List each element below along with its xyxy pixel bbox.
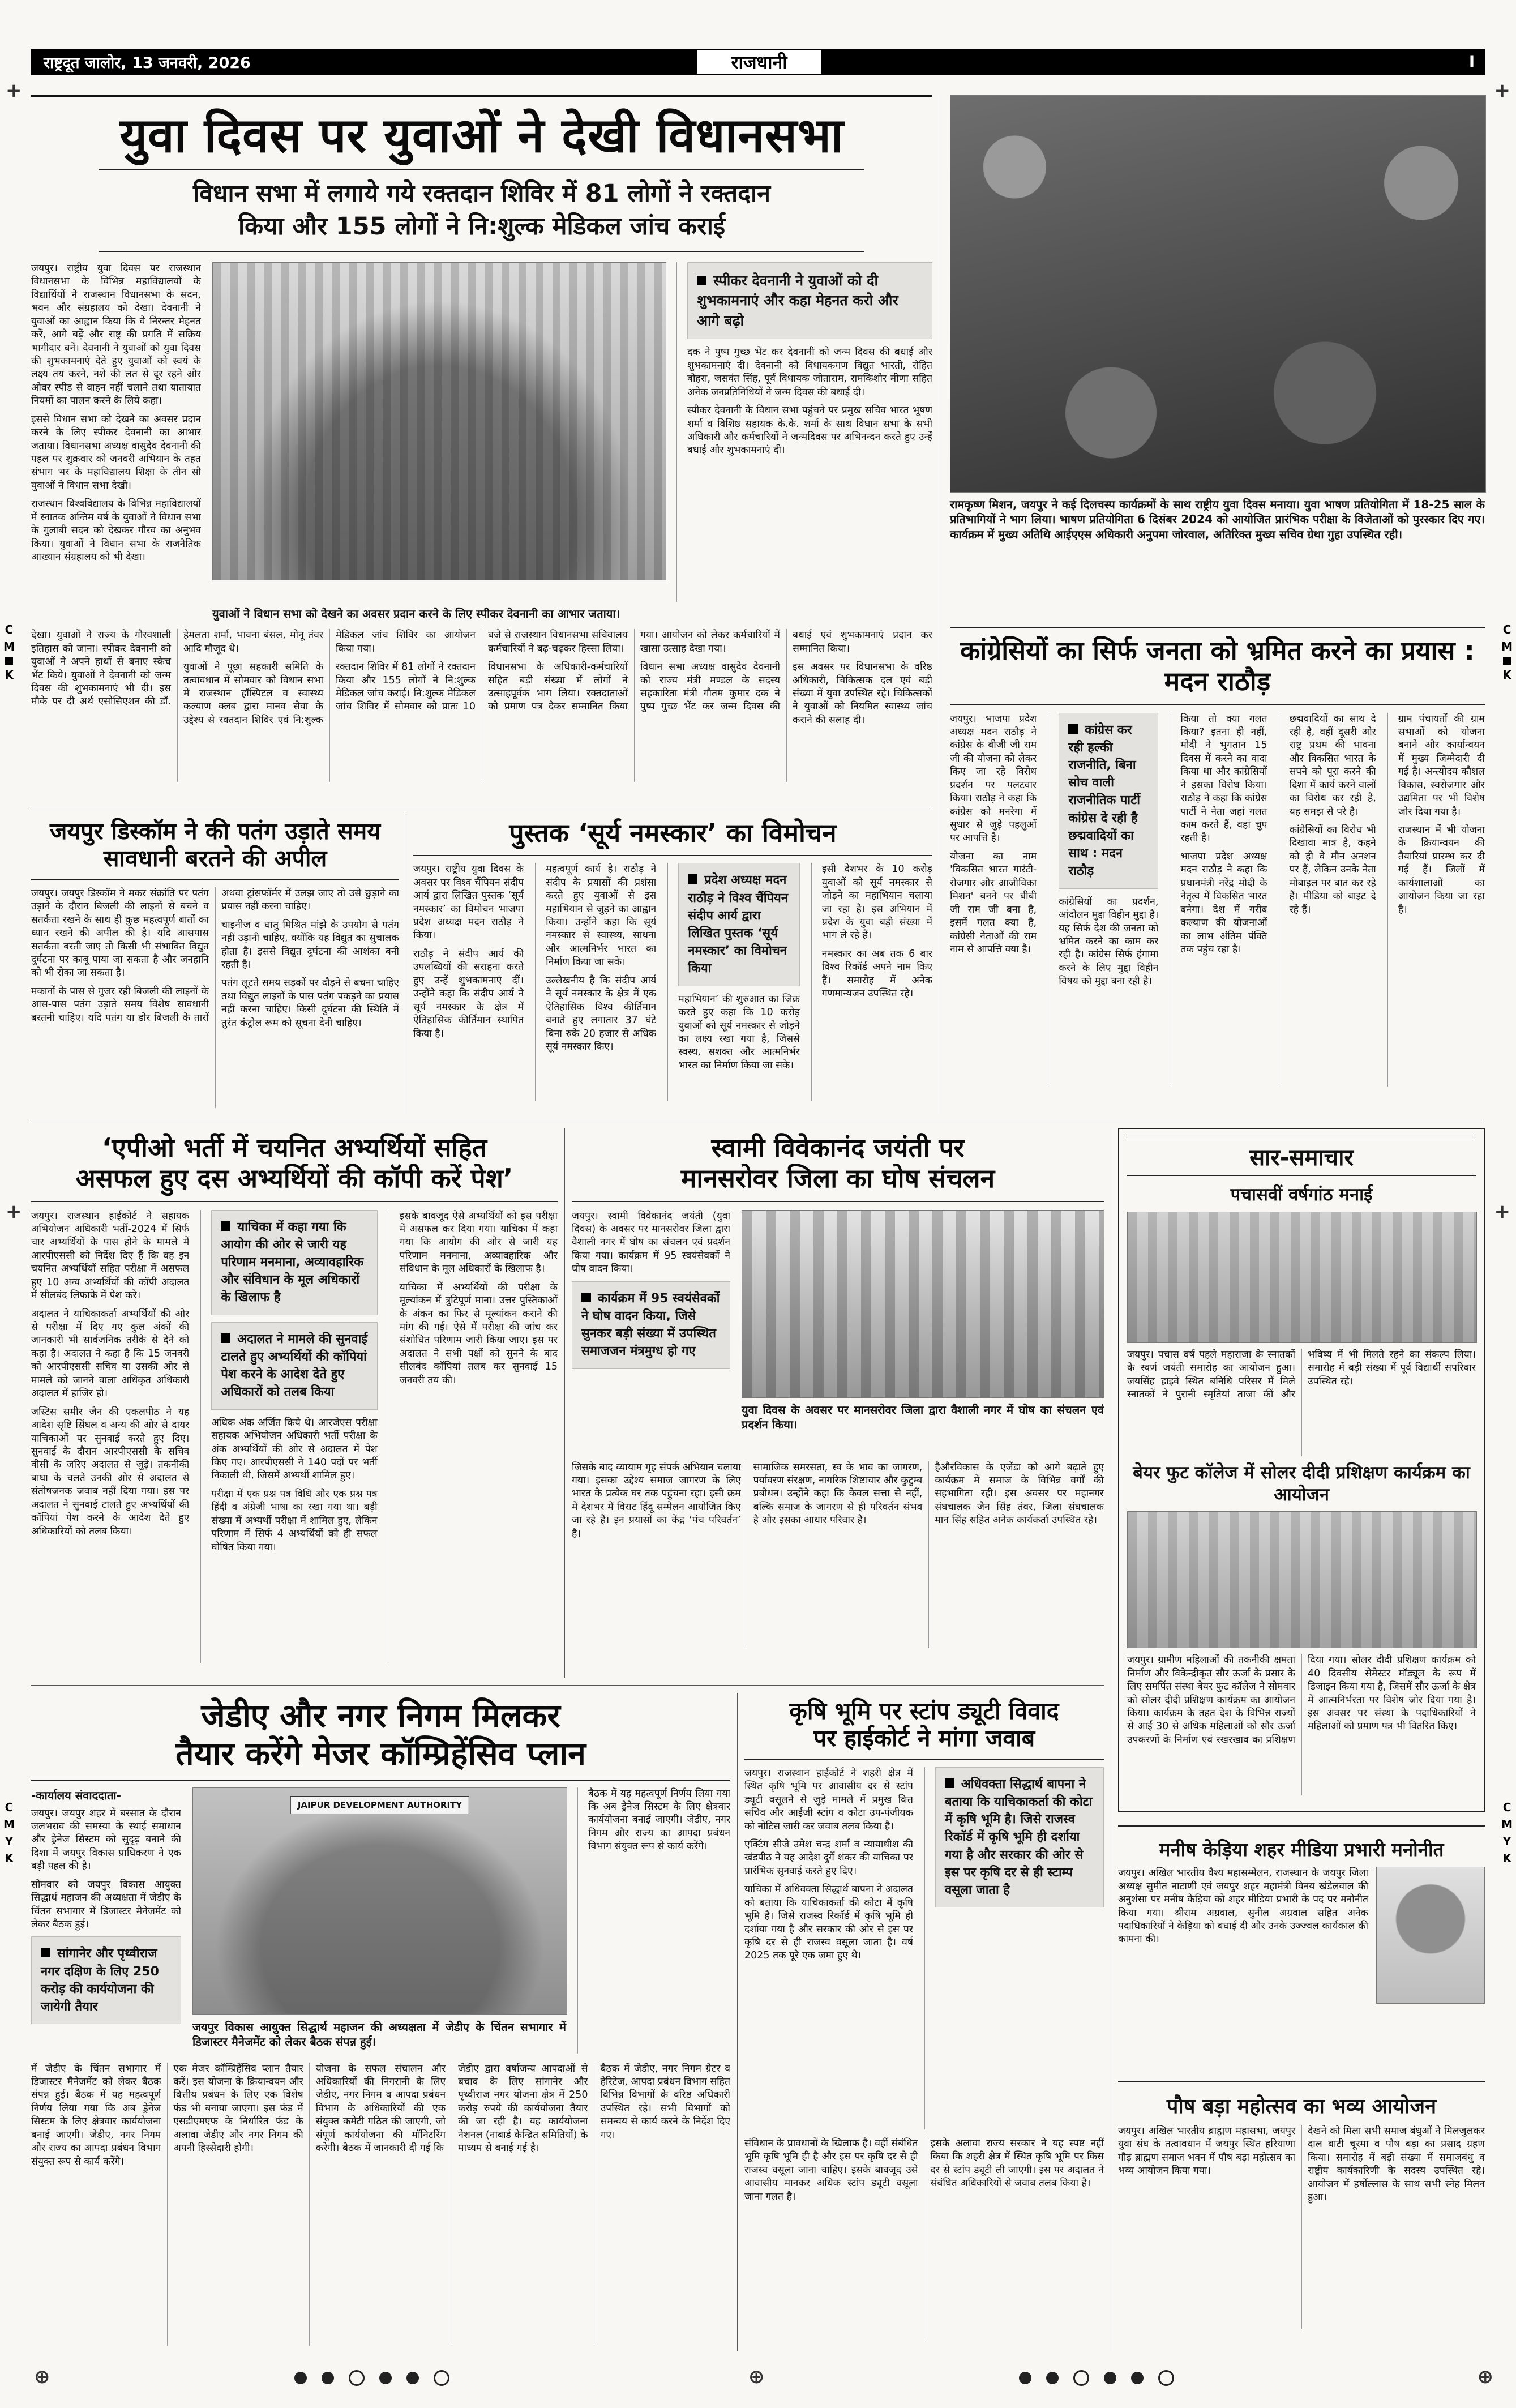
stamp-article	[744, 1693, 1104, 2351]
paush-paragraph: देखने को मिला सभी समाज बंधुओं ने मिलजुलकर दाल बाटी चूरमा व पौष बड़ा का प्रसाद ग्रहण किया। समारोह में बड़ी संख्या में समाजबंधु व राष्ट्रीय कार्यकारिणी के सदस्य उपस्थित रहे। आयोजन में हर्षोल्लास के साथ सभी स्नेह मिलन हुआ।	[1308, 2125, 1485, 2204]
congress-paragraph: कांग्रेसियों का विरोध भी दिखावा मात्र है, कहने को ही वे मौन अनशन पर हैं, लेकिन उनके नेता मोबाइल पर बात कर रहे हैं। मीडिया को बाइट दे रहे हैं।	[1289, 824, 1376, 916]
book-paragraph: महत्वपूर्ण कार्य है। राठौड़ ने संदीप के प्रयासों की प्रशंसा करते हुए युवाओं से इस महाभियान से जुड़ने का आह्वान किया। उन्होंने कहा कि सूर्य नमस्कार से स्वास्थ्य, साधना और आत्मनिर्भर भारत का निर्माण किया जा सके।	[546, 863, 657, 968]
apo-headline-2: असफल हुए दस अभ्यर्थियों की कॉपी करें पेश’	[75, 1163, 513, 1194]
lead-paragraph: इस अवसर पर विधानसभा के वरिष्ठ अधिकारी, चिकित्सक दल एवं बड़ी संख्या में युवा उपस्थित रहे। चिकित्सकों ने युवाओं को नियमित स्वास्थ्य जांच कराने की सलाह दी।	[793, 661, 932, 726]
paush-paragraph: जयपुर। अखिल भारतीय ब्राह्मण महासभा, जयपुर युवा संघ के तत्वावधान में जयपुर स्थित हरियाणा गौड़ ब्राह्मण समाज भवन में पौष बड़ा महोत्सव का भव्य आयोजन किया गया।	[1118, 2125, 1295, 2177]
kedia-title: मनीष केड़िया शहर मीडिया प्रभारी मनोनीत	[1159, 1838, 1444, 1860]
congress-paragraph: छद्मवादियों का साथ दे रही है, वहीं दूसरी ओर राष्ट्र प्रथम की भावना और विकसित भारत के सपने को पूरा करने की दिशा में कार्य करने वालों का विरोध कर रही है, यह समझ से परे है।	[1289, 713, 1376, 818]
lead-col-right	[676, 262, 932, 602]
congress-article	[950, 627, 1485, 1114]
cmyk-c: C	[1502, 1800, 1511, 1814]
congress-col	[1170, 713, 1267, 1087]
bullet-square-icon	[688, 874, 697, 884]
congress-col	[1279, 713, 1376, 1087]
lead-subheadline-1: विधान सभा में लगाये गये रक्तदान शिविर में 81 लोगों ने रक्तदान	[193, 179, 770, 208]
stamp-headline-1: कृषि भूमि पर स्टांप ड्यूटी विवाद	[789, 1697, 1059, 1725]
jda-paragraph: बैठक में यह महत्वपूर्ण निर्णय लिया गया कि अब ड्रेनेज सिस्टम के लिए क्षेत्रवार कार्ययोजना बनाई जाएगी। जेडीए, नगर निगम और राज्य का आपदा प्रबंधन विभाग संयुक्त रूप से कार्य करेंगे।	[588, 1787, 730, 1853]
apo-paragraph: इसके बावजूद ऐसे अभ्यर्थियों को इस परीक्षा में असफल कर दिया गया। याचिका में कहा गया कि आयोग की ओर से जारी यह परिणाम मनमाना, अव्यावहारिक और संविधान के मूल अधिकारों के खिलाफ है।	[399, 1210, 558, 1275]
apo-headline-1: ‘एपीओ भर्ती में चयनित अभ्यर्थियों सहित	[101, 1132, 487, 1163]
column-divider	[564, 1128, 565, 1678]
cmyk-m: M	[3, 1817, 15, 1831]
ghosh-photo	[742, 1210, 1104, 1398]
stamp-highlight-box	[935, 1767, 1104, 1908]
dot-icon	[1019, 2372, 1031, 2384]
cmyk-c: C	[5, 1800, 14, 1814]
saar-item1-photo	[1127, 1212, 1477, 1343]
congress-paragraph: राजस्थान में भी योजना के क्रियान्वयन की तैयारियां प्रारम्भ कर दी गई हैं। जिलों में कार्यशालाओं का आयोजन किया जा रहा है।	[1398, 824, 1485, 916]
headline-rule	[31, 95, 932, 97]
bullet-square-icon	[41, 1948, 50, 1957]
ghosh-headline-2: मानसरोवर जिला का घोष संचलन	[680, 1163, 995, 1194]
discom-headline: जयपुर डिस्कॉम ने की पतंग उड़ाते समय सावधानी बरतने की अपील	[49, 818, 381, 872]
saar-samachar-box	[1118, 1128, 1485, 1812]
dot-icon	[322, 2372, 334, 2384]
bullet-square-icon	[221, 1333, 230, 1343]
jda-photo-sign: JAIPUR DEVELOPMENT AUTHORITY	[290, 1796, 469, 1814]
congress-paragraph: किया तो क्या गलत किया? इतना ही नहीं, मोदी ने भुगतान 15 दिवस में करने का वादा किया था और कांग्रेसियों ने इसका विरोध किया। राठौड़ ने कहा कि कांग्रेस पार्टी ने नेता जहां गलत काम करते हैं, वहां चुप रहती है।	[1180, 713, 1267, 844]
jda-paragraph: जयपुर। जयपुर शहर में बरसात के दौरान जलभराव की समस्या के स्थाई समाधान और ड्रेनेज सिस्टम को सुदृढ़ बनाने की दिशा में जयपुर विकास प्राधिकरण ने एक बड़ी पहल की है।	[31, 1807, 181, 1872]
congress-col	[950, 713, 1037, 1087]
stamp-col	[744, 1767, 913, 2129]
apo-highlight-text-1: याचिका में कहा गया कि आयोग की ओर से जारी यह परिणाम मनमाना, अव्यावहारिक और संविधान के मूल अधिकारों के खिलाफ है	[221, 1220, 364, 1305]
apo-col	[389, 1210, 558, 1663]
congress-col	[1048, 713, 1158, 1087]
lead-paragraph: रक्तदान शिविर में 81 लोगों ने रक्तदान किया और 155 लोगों ने नि:शुल्क मेडिकल जांच कराई। नि:शुल्क मेडिकल जांच शिविर में सोमवार को प्रातः 10 बजे से राजस्थान विधानसभा सचिवालय कर्मचारियों ने बढ़-चढ़कर हिस्सा लिया।	[336, 630, 628, 713]
ghosh-headline-1: स्वामी विवेकानंद जयंती पर	[711, 1132, 965, 1163]
apo-paragraph: जस्टिस समीर जैन की एकलपीठ ने यह आदेश सृष्टि सिंघल व अन्य की ओर से दायर याचिकाओं पर सुनवाई करते हुए दिए। सुनवाई के दौरान आरपीएससी के सचिव वीसी के जरिए अदालत से जुड़े। तकनीकी बाधा के चलते उनकी ओर से अदालत से संतोषजनक जवाब नहीं दिया गया। इस पर अदालत ने सुनवाई टालते हुए अभ्यर्थियों की कॉपियां पेश करने के आदेश देते हुए अधिकारियों को तलब किया।	[31, 1406, 190, 1537]
cmyk-m: M	[3, 640, 15, 653]
lead-paragraph: विधानसभा के अधिकारी-कर्मचारियों सहित बड़ी संख्या में लोगों ने उत्साहपूर्वक भाग लिया। रक्तदाताओं को प्रमाण पत्र देकर सम्मानित किया गया। आयोजन को लेकर कर्मचारियों में खासा उत्साह देखा गया।	[488, 630, 780, 713]
lead-paragraph: राजस्थान विश्वविद्यालय के विभिन्न महाविद्यालयों में स्नातक अन्तिम वर्ष के युवाओं ने विधान सभा के गुलाबी सदन को देखकर गौरव का अनुभव किया। युवाओं ने विधान सभा के राजनैतिक आख्यान संग्रहालय को भी देखा।	[31, 498, 201, 563]
jda-paragraph: योजना के सफल संचालन और अधिकारियों की निगरानी के लिए जेडीए, नगर निगम व आपदा प्रबंधन विभाग के अधिकारियों की एक संयुक्त कमेटी गठित की जाएगी, जो संपूर्ण कार्ययोजना की मॉनिटरिंग करेगी। बैठक में जानकारी दी गई कि	[315, 2063, 446, 2154]
congress-paragraph: जयपुर। भाजपा प्रदेश अध्यक्ष मदन राठौड़ ने कांग्रेस के बीजी जी राम जी की योजना को लेकर किए जा रहे विरोध प्रदर्शन पर पलटवार किया। राठौड़ ने कहा कि कांग्रेस को मनरेगा में सुधार से जुड़े पहलुओं पर आपत्ति है।	[950, 713, 1037, 844]
register-plus-icon: +	[1494, 1200, 1510, 1223]
dot-icon	[379, 2372, 392, 2384]
lead-photo	[212, 262, 666, 580]
cmyk-m: M	[1501, 1817, 1513, 1831]
stamp-paragraph: याचिका में अधिवक्ता सिद्धार्थ बापना ने अदालत को बताया कि याचिकाकर्ता की कोटा में कृषि भूमि है। जिसे राजस्व रिकॉर्ड में कृषि भूमि ही दर्शाया गया है और सरकार की ओर से इस पर कृषि दर से ही राजस्व वसूला जाता है। वर्ष 2025 तक पूरे एक जमा हुए थे।	[744, 1884, 913, 1962]
jda-bottom-columns	[31, 2063, 730, 2346]
cmyk-chip-icon	[1503, 657, 1511, 665]
cmyk-k: K	[5, 668, 14, 682]
kedia-portrait-photo	[1376, 1867, 1485, 2004]
discom-paragraph: पतंग लूटते समय सड़कों पर दौड़ने से बचना चाहिए तथा विद्युत लाइनों के पास पतंग पकड़ने का प्रयास नहीं करना चाहिए। किसी दुर्घटना की स्थिति में तुरंत कंट्रोल रूम को सूचना देनी चाहिए।	[221, 977, 399, 1029]
dot-hollow-icon	[349, 2370, 365, 2386]
apo-paragraph: अधिक अंक अर्जित किये थे। आरजेएस परीक्षा सहायक अभियोजन अधिकारी भर्ती परीक्षा के अंक अभ्यर्थियों की ओर से अदालत में पेश किए गए। आरपीएससी ने 140 पदों पर भर्ती निकाली थी, जिसमें अभ्यर्थी शामिल हुए।	[211, 1417, 378, 1482]
lead-paragraph: स्पीकर देवनानी के विधान सभा पहुंचने पर प्रमुख सचिव भारत भूषण शर्मा व विशिष्ठ सहायक के.के. शर्मा के साथ विधान सभा के सभी अधिकारी और कर्मचारियों ने जन्मदिवस पर अभिनन्दन करते हुए उन्हें बधाई और शुभकामनाएं दी।	[687, 405, 932, 456]
apo-col	[31, 1210, 189, 1663]
ghosh-article	[572, 1128, 1104, 1678]
saar-item1-body-wrap	[1127, 1349, 1476, 1456]
congress-paragraph: भाजपा प्रदेश अध्यक्ष मदन राठौड़ ने कहा कि प्रधानमंत्री नरेंद्र मोदी के नेतृत्व में विकसित भारत बनेगा। देश में गरीब कल्याण की योजनाओं का लाभ अंतिम पंक्ति तक पहुंच रहा है।	[1180, 850, 1267, 955]
lead-paragraph: इससे विधान सभा को देखने का अवसर प्रदान करने के लिए स्पीकर देवनानी का आभार जताया। विधानसभा अध्यक्ष वासुदेव देवनानी की पहल पर शुक्रवार को जनवरी अभियान के तहत संभाग भर के महाविद्यालय शिक्षा के तीन सौ युवाओं ने विधान सभा देखी।	[31, 413, 201, 491]
apo-paragraph: याचिका में अभ्यर्थियों की परीक्षा के मूल्यांकन में त्रुटिपूर्ण माना। उत्तर पुस्तिकाओं के अंकन का फिर से मूल्यांकन कराने की मांग की गई। ऐसे में परीक्षा की जांच कर संशोधित परिणाम जारी किया जाए। इस पर अदालत ने सभी पक्षों को सुनने के बाद सीलबंद कॉपियां तलब कर सुनवाई 15 जनवरी तय की।	[399, 1281, 558, 1386]
stamp-highlight-text: अधिवक्ता सिद्धार्थ बापना ने बताया कि याचिकाकर्ता की कोटा में कृषि भूमि है। जिसे राजस्व रिकॉर्ड में कृषि भूमि ही दर्शाया गया है और सरकार की ओर से इस पर कृषि दर से ही स्टाम्प वसूला जाता है	[945, 1777, 1093, 1898]
discom-paragraph: मकानों के पास से गुजर रही बिजली की लाइनों के आस-पास पतंग उड़ाते समय विशेष सावधानी बरतनी चाहिए। यदि पतंग या डोर बिजली के तारों अथवा ट्रांसफॉर्मर में उलझ जाए तो उसे छुड़ाने का प्रयास नहीं करना चाहिए।	[31, 887, 399, 1024]
register-crosshair-icon: ⊕	[1477, 2366, 1493, 2388]
stamp-paragraph: इसके अलावा राज्य सरकार ने यह स्पष्ट नहीं किया कि शहरी क्षेत्र में स्थित कृषि भूमि पर किस दर से स्टांप ड्यूटी ली जाएगी। इस पर अदालत ने संबंधित अधिकारियों से जवाब तलब किया है।	[930, 2137, 1104, 2189]
jda-paragraph: जेडीए द्वारा वर्षाजन्य आपदाओं से बचाव के लिए सांगानेर और पृथ्वीराज नगर योजना क्षेत्र में 250 करोड़ रुपये की कार्ययोजना तैयार की जा रही है। यह कार्ययोजना नेशनल (नाबार्ड केन्द्रित समितियों) के माध्यम से बनाई गई है।	[458, 2063, 588, 2154]
ghosh-paragraph: जिसके बाद व्यायाम गृह संपर्क अभियान चलाया गया। इसका उद्देश्य समाज जागरण के लिए भारत के प्रत्येक घर तक पहुंचना रहा। इसी क्रम में देशभर में विराट हिंदू सम्मेलन आयोजित किए जा रहे हैं। इन प्रयासों का केंद्र ‘पंच परिवर्तन’ है।	[572, 1461, 741, 1539]
dot-hollow-icon	[1073, 2370, 1089, 2386]
book-headline: पुस्तक ‘सूर्य नमस्कार’ का विमोचन	[509, 818, 837, 848]
lead-subheadline-2: किया और 155 लोगों ने नि:शुल्क मेडिकल जांच कराई	[238, 212, 725, 241]
stamp-col	[924, 1767, 1104, 2129]
apo-highlight-box-2	[211, 1322, 377, 1410]
saar-item2-title: बेयर फुट कॉलेज में सोलर दीदी प्रशिक्षण कार्यक्रम का आयोजन	[1133, 1462, 1470, 1505]
jda-paragraph: एक मेजर कॉम्प्रिहेंसिव प्लान तैयार करें। इस योजना के क्रियान्वयन और वित्तीय प्रबंधन के लिए एक विशेष फंड भी बनाया जाएगा। इस फंड में एसडीएमएफ के निर्धारित फंड के अलावा जेडीए और नगर निगम की अपनी हिस्सेदारी होगी।	[173, 2063, 303, 2154]
discom-body	[31, 887, 399, 1108]
bullet-square-icon	[581, 1293, 591, 1302]
lead-headline: युवा दिवस पर युवाओं ने देखी विधानसभा	[119, 108, 844, 163]
paush-body-wrap	[1118, 2125, 1485, 2329]
discom-article	[31, 814, 399, 1114]
lead-paragraph: जयपुर। राष्ट्रीय युवा दिवस पर राजस्थान विधानसभा के विभिन्न महाविद्यालयों के विद्यार्थियों ने राजस्थान विधानसभा के सदन, भवन और संग्रहालय को देखा। देवनानी ने युवाओं का आह्वान किया कि वे निरन्तर मेहनत करें, आगे बढ़ें और राष्ट्र की प्रगति में सक्रिय भागीदार बनें। देवनानी ने युवाओं को युवा दिवस की शुभकामनाएं देते हुए युवाओं को स्वयं के लक्ष्य तय करने, नशे की लत से दूर रहने और ओवर स्पीड से वाहन नहीं चलाने तथा यातायात नियमों का पालन करने के लिये कहा।	[31, 262, 201, 407]
event-photo	[950, 95, 1486, 493]
event-photo-block	[950, 95, 1485, 542]
jda-headline-1: जेडीए और नगर निगम मिलकर	[201, 1697, 560, 1735]
book-col	[535, 863, 656, 1101]
book-paragraph: महाभियान’ की शुरुआत का जिक्र करते हुए कहा कि 10 करोड़ युवाओं को सूर्य नमस्कार से जोड़ने का लक्ष्य रखा गया है, जिससे स्वस्थ, सशक्त और आत्मनिर्भर भारत का निर्माण किया जा सके।	[678, 993, 800, 1071]
jda-highlight-box	[31, 1936, 181, 2024]
book-paragraph: जयपुर। राष्ट्रीय युवा दिवस के अवसर पर विश्व चैंपियन संदीप आर्य द्वारा लिखित पुस्तक ‘सूर्य नमस्कार’ का विमोचन भाजपा प्रदेश अध्यक्ष मदन राठौड़ ने किया।	[413, 863, 524, 942]
book-paragraph: उल्लेखनीय है कि संदीप आर्य ने सूर्य नमस्कार के क्षेत्र में एक ऐतिहासिक विश्व कीर्तिमान बनाते हुए लगातार 37 घंटे बिना रुके 20 हजार से अधिक सूर्य नमस्कार किए।	[546, 974, 657, 1053]
stamp-headline-2: पर हाईकोर्ट ने मांगा जवाब	[813, 1725, 1035, 1752]
lead-highlight-box	[687, 262, 932, 340]
saar-item2-photo	[1127, 1511, 1477, 1648]
jda-photo-caption: जयपुर विकास आयुक्त सिद्धार्थ महाजन की अध्यक्षता में जेडीए के चिंतन सभागार में डिजास्टर मैनेजमेंट को लेकर बैठक संपन्न हुई।	[192, 2020, 566, 2048]
book-highlight-text: प्रदेश अध्यक्ष मदन राठौड़ ने विश्व चैंपियन संदीप आर्य द्वारा लिखित पुस्तक ‘सूर्य नमस्कार’ का विमोचन किया	[688, 873, 789, 976]
jda-left-col	[31, 1787, 181, 2054]
lead-bottom-columns	[31, 629, 932, 782]
kedia-body: जयपुर। अखिल भारतीय वैश्य महासम्मेलन, राजस्थान के जयपुर जिला अध्यक्ष सुमीत नाटाणी एवं जयपुर शहर महामंत्री विनय खंडेलवाल की अनुशंसा पर मनीष केड़िया को शहर मीडिया प्रभारी के पद पर मनोनीत किया गया। श्रीराम अग्रवाल, सुनील अग्रवाल सहित अनेक पदाधिकारियों ने केड़िया को बधाई दी और उनके उज्ज्वल कार्यकाल की कामना की।	[1118, 1867, 1368, 1945]
lead-paragraph: युवाओं ने पूछा सहकारी समिति के तत्वावधान में सोमवार को विधान सभा में राजस्थान हॉस्पिटल व स्वास्थ्य कल्याण क्लब द्वारा मानव सेवा के उद्देश्य से रक्तदान शिविर एवं नि:शुल्क मेडिकल जांच शिविर का आयोजन किया गया।	[183, 630, 476, 726]
book-col	[413, 863, 524, 1101]
cmyk-mark	[3, 623, 15, 682]
cmyk-mark	[3, 1800, 15, 1865]
stamp-bottom-columns	[744, 2137, 1104, 2341]
discom-paragraph: चाइनीज व धातु मिश्रित मांझे के उपयोग से पतंग नहीं उड़ानी चाहिए, क्योंकि यह विद्युत का सुचालक होता है। इससे विद्युत दुर्घटना की आशंका बनी रहती है।	[221, 919, 399, 970]
event-photo-caption: रामकृष्ण मिशन, जयपुर ने कई दिलचस्प कार्यक्रमों के साथ राष्ट्रीय युवा दिवस मनाया। युवा भाषण प्रतियोगिता में 18-25 साल के प्रतिभागियों ने भाग लिया। भाषण प्रतियोगिता 6 दिसंबर 2024 को आयोजित प्रारंभिक परीक्षा के विजेताओं को पुरस्कार दिए गए। कार्यक्रम में मुख्य अतिथि आईएएस अधिकारी अनुपमा जोरवाल, अतिरिक्त मुख्य सचिव ग्रेथा गुहा उपस्थित रही।	[950, 498, 1485, 541]
apo-paragraph: अदालत ने याचिकाकर्ता अभ्यर्थियों की ओर से परीक्षा में दिए गए कुल अंकों की जानकारी भी सार्वजनिक तरीके से देने को कहा है। अदालत ने कहा है कि 15 जनवरी को आरपीएससी सचिव या उसकी ओर से मामले को जानने वाला अधिकृत अधिकारी अदालत में हाजिर हो।	[31, 1308, 190, 1400]
lead-col-left	[31, 262, 201, 602]
lead-paragraph: दक ने पुष्प गुच्छ भेंट कर देवनानी को जन्म दिवस की बधाई और शुभकामनाएं दी। देवनानी को विधायकगण विद्युत भारती, रोहित बोहरा, जसवंत सिंह, पूर्व विधायक जोताराम, रामकिशोर मीणा सहित अनेक जनप्रतिनिधियों ने जन्म दिवस की बधाई दी।	[687, 347, 932, 398]
cmyk-c: C	[1502, 623, 1511, 636]
apo-highlight-box-1	[211, 1210, 377, 1315]
lead-highlight-text: स्पीकर देवनानी ने युवाओं को दी शुभकामनाएं और कहा मेहनत करो और आगे बढ़ो	[697, 272, 898, 329]
paush-title: पौष बड़ा महोत्सव का भव्य आयोजन	[1166, 2095, 1437, 2118]
lead-paragraph: विधान सभा अध्यक्ष वासुदेव देवनानी को राज्य मंत्री मण्डल के सदस्य सहकारिता मंत्री गौतम कुमार दक ने पुष्प गुच्छ भेंट कर जन्म दिवस की बधाई एवं शुभकामनाएं प्रदान कर सम्मानित किया।	[640, 630, 932, 713]
dot-icon	[294, 2372, 307, 2384]
dot-icon	[1131, 2372, 1144, 2384]
cmyk-k: K	[1502, 668, 1511, 682]
paush-article	[1118, 2081, 1485, 2354]
register-plus-icon: +	[1494, 79, 1510, 102]
cmyk-y: Y	[1502, 1834, 1511, 1848]
apo-paragraph: जयपुर। राजस्थान हाईकोर्ट ने सहायक अभियोजन अधिकारी भर्ती-2024 में सिर्फ चार अभ्यर्थियों के पास होने के मामले में आरपीएससी को निर्देश दिए हैं कि वह इन चयनित अभ्यर्थियों सहित परीक्षा में असफल हुए 10 अन्य अभ्यर्थियों की कॉपी अदालत में सीलबंद लिफाफे में पेश करे।	[31, 1210, 190, 1302]
cmyk-m: M	[1501, 640, 1513, 653]
congress-highlight-text: कांग्रेस कर रही हल्की राजनीति, बिना सोच वाली राजनीतिक पार्टी कांग्रेस दे रही है छद्मवादियों का साथ : मदन राठौड़	[1068, 722, 1140, 879]
congress-paragraph: ग्राम पंचायतों की ग्राम सभाओं को योजना बनाने और कार्यान्वयन में मुख्य जिम्मेदारी दी गई है। अन्त्योदय कौशल विकास, स्वरोजगार और उद्यमिता पर भी विशेष जोर दिया गया है।	[1398, 713, 1485, 818]
ghosh-paragraph: सामाजिक समरसता, स्व के भाव का जागरण, पर्यावरण संरक्षण, नागरिक शिष्टाचार और कुटुम्ब प्रबोधन। उन्होंने कहा कि केवल सत्ता से नहीं, बल्कि समाज के जागरण से ही परिवर्तन संभव है और इसका आधार परिवार है।	[753, 1461, 923, 1526]
saar-item1-title: पचासवीं वर्षगांठ मनाई	[1230, 1184, 1373, 1205]
ghosh-highlight-text: कार्यक्रम में 95 स्वयंसेवकों ने घोष वादन किया, जिसे सुनकर बड़ी संख्या में उपस्थित समाजजन मंत्रमुग्ध हो गए	[581, 1291, 720, 1359]
congress-paragraph: कांग्रेसियों का प्रदर्शन, आंदोलन मुद्दा विहीन मुद्दा है। यह सिर्फ देश की जनता को भ्रमित करने का काम कर रही है। कांग्रेस सिर्फ हंगामा करने के लिए मुद्दा विहीन विषय को मुद्दा बना रही है।	[1059, 896, 1159, 987]
bullet-square-icon	[945, 1778, 954, 1788]
stamp-paragraph: जयपुर। राजस्थान हाईकोर्ट ने शहरी क्षेत्र में स्थित कृषि भूमि पर आवासीय दर से स्टांप ड्यूटी वसूलने से जुड़े मामले में प्रमुख वित्त सचिव और आईजी स्टांप व कोटा उप-पंजीयक को नोटिस जारी कर जवाब तलब किया है।	[744, 1767, 913, 1832]
book-article	[413, 814, 932, 1114]
book-col	[811, 863, 932, 1101]
dot-icon	[1104, 2372, 1116, 2384]
masthead-date: राष्ट्रदूत जालोर, 13 जनवरी, 2026	[31, 49, 696, 75]
apo-article	[31, 1128, 558, 1678]
cmyk-mark	[1501, 1800, 1513, 1865]
congress-headline: कांग्रेसियों का सिर्फ जनता को भ्रमित करने का प्रयास : मदन राठौड़	[960, 635, 1475, 697]
book-paragraph: नमस्कार का अब तक 6 बार विश्व रिकॉर्ड अपने नाम किए हैं। समारोह में अनेक गणमान्यजन उपस्थित रहे।	[821, 948, 932, 1000]
book-highlight-box	[678, 863, 800, 986]
jda-right-col	[577, 1787, 730, 2054]
kedia-article	[1118, 1825, 1485, 2076]
register-crosshair-icon: ⊕	[748, 2366, 765, 2388]
cmyk-k: K	[1502, 1851, 1511, 1865]
masthead-page-number: I	[823, 49, 1485, 75]
jda-paragraph: में जेडीए के चिंतन सभागार में डिजास्टर मैनेजमेंट को लेकर बैठक संपन्न हुई। बैठक में यह महत्वपूर्ण निर्णय लिया गया कि अब ड्रेनेज सिस्टम के लिए क्षेत्रवार कार्ययोजना बनाई जाएगी। जेडीए, नगर निगम और राज्य का आपदा प्रबंधन विभाग संयुक्त रूप से कार्य करेंगे।	[31, 2063, 161, 2167]
discom-paragraph: जयपुर। जयपुर डिस्कॉम ने मकर संक्रांति पर पतंग उड़ाने के दौरान बिजली की लाइनों से बचने व सतर्कता रखने के साथ ही कुछ महत्वपूर्ण बातों का ध्यान रखने की अपील की है। यदि आसपास सतर्कता बरती जाए तो किसी भी संभावित विद्युत दुर्घटना पर काबू पाया जा सकता है और जनहानि को भी रोका जा सकता है।	[31, 887, 209, 979]
jda-paragraph: बैठक में जेडीए, नगर निगम ग्रेटर व हेरिटेज, आपदा प्रबंधन विभाग सहित विभिन्न विभागों के वरिष्ठ अधिकारी उपस्थित रहे। सभी विभागों को समन्वय से कार्य करने के निर्देश दिए गए।	[600, 2063, 730, 2141]
book-paragraph: राठौड़ ने संदीप आर्य की उपलब्धियों की सराहना करते हुए उन्हें शुभकामनाएं दीं। उन्होंने कहा कि संदीप आर्य ने सूर्य नमस्कार के क्षेत्र में ऐतिहासिक कीर्तिमान स्थापित किया है।	[413, 948, 524, 1040]
jda-highlight-text: सांगानेर और पृथ्वीराज नगर दक्षिण के लिए 250 करोड़ की कार्ययोजना की जायेगी तैयार	[41, 1947, 159, 2014]
registration-dots	[1019, 2370, 1174, 2386]
apo-highlight-text-2: अदालत ने मामले की सुनवाई टालते हुए अभ्यर्थियों की कॉपियां पेश करने के आदेश देते हुए अधिकारों को तलब किया	[221, 1332, 368, 1400]
jda-byline: -कार्यालय संवाददाता-	[31, 1788, 121, 1802]
section-divider	[31, 1685, 1104, 1686]
lead-photo-caption: युवाओं ने विधान सभा को देखने का अवसर प्रदान करने के लिए स्पीकर देवनानी का आभार जताया।	[212, 606, 620, 621]
column-divider	[737, 1693, 738, 2351]
ghosh-photo-caption: युवा दिवस के अवसर पर मानसरोवर जिला द्वारा वैशाली नगर में घोष का संचलन एवं प्रदर्शन किया।	[742, 1402, 1104, 1431]
jda-headline-2: तैयार करेंगे मेजर कॉम्प्रिहेंसिव प्लान	[175, 1735, 586, 1773]
apo-col	[200, 1210, 377, 1663]
masthead-section-title: राजधानी	[696, 49, 822, 75]
right-news-column	[1118, 1128, 1485, 2351]
register-plus-icon: +	[6, 79, 22, 102]
ghosh-paragraph: जयपुर। स्वामी विवेकानंद जयंती (युवा दिवस) के अवसर पर मानसरोवर जिला द्वारा वैशाली नगर में घोष का संचलन एवं प्रदर्शन किया गया। कार्यक्रम में 95 स्वयंसेवकों ने घोष वादन किया।	[572, 1210, 730, 1275]
dot-hollow-icon	[1158, 2370, 1174, 2386]
dot-icon	[1046, 2372, 1059, 2384]
cmyk-c: C	[5, 623, 14, 636]
jda-meeting-photo	[192, 1787, 567, 2015]
stamp-paragraph: संविधान के प्रावधानों के खिलाफ है। वहीं संबंधित भूमि कृषि भूमि ही है और इस पर कृषि दर से ही राजस्व वसूला जाना चाहिए। इसके बावजूद उसे आवासीय मानकर अधिक स्टांप ड्यूटी वसूला जाना गलत है।	[744, 2137, 918, 2202]
book-paragraph: इसी देशभर के 10 करोड़ युवाओं को सूर्य नमस्कार से जोड़ने का महाभियान चलाया जा रहा है। इस अभियान में प्रदेश के युवा बड़ी संख्या में भाग ले रहे हैं।	[821, 863, 932, 942]
congress-col	[1387, 713, 1485, 1087]
register-plus-icon: +	[6, 1200, 22, 1223]
stamp-paragraph: एक्टिंग सीजे उमेश चन्द्र शर्मा व न्यायाधीश की खंडपीठ ने यह आदेश दुर्गे शंकर की याचिका पर प्रारंभिक सुनवाई करते हुए दिए।	[744, 1838, 913, 1877]
dot-icon	[406, 2372, 419, 2384]
lead-paragraph: देखा। युवाओं ने राज्य के गौरवशाली इतिहास को जाना। स्पीकर देवनानी को युवाओं ने अपने हाथों से बनाए स्केच भेंट किये। युवाओं ने देवनानी को जन्म दिवस की शुभकामनाएं भी दी। इस मौके पर दी अर्थ एसोसिएशन की डॉ. हेमलता शर्मा, भावना बंसल, मोनू तंवर आदि मौजूद थे।	[31, 630, 323, 708]
ghosh-intro-col	[572, 1210, 730, 1453]
masthead	[31, 49, 1485, 75]
apo-paragraph: परीक्षा में एक प्रश्न पत्र विधि और एक प्रश्न पत्र हिंदी व अंग्रेजी भाषा का रखा गया था। बड़ी संख्या में अभ्यर्थी परीक्षा में शामिल हुए, लेकिन परिणाम में सिर्फ 4 अभ्यर्थियों को ही सफल घोषित किया गया।	[211, 1488, 378, 1553]
ghosh-highlight-box	[572, 1281, 730, 1369]
ghosh-bottom-columns	[572, 1461, 1104, 1648]
registration-dots	[294, 2370, 449, 2386]
dot-hollow-icon	[434, 2370, 449, 2386]
bullet-square-icon	[697, 276, 706, 285]
cmyk-mark	[1501, 623, 1513, 682]
jda-article	[31, 1693, 730, 2351]
bullet-square-icon	[1068, 724, 1078, 734]
cmyk-y: Y	[5, 1834, 14, 1848]
ghosh-paragraph: हैऔरविकास के एजेंडा को आगे बढ़ाते हुए कार्यक्रम में समाज के विभिन्न वर्गों की सहभागिता रही। इस अवसर पर महानगर संघचालक जैन सिंह तंवर, जिला संघचालक मान सिंह सहित अनेक कार्यकर्ता उपस्थित रहे।	[935, 1461, 1104, 1526]
congress-paragraph: योजना का नाम 'विकसित भारत गारंटी- रोजगार और आजीविका मिशन' बनने पर बीबी जी राम जी बना है, इसमें गलत क्या है, कांग्रेसी नेताओं की राम नाम से आपत्ति क्या है।	[950, 850, 1037, 955]
cmyk-k: K	[5, 1851, 14, 1865]
register-crosshair-icon: ⊕	[34, 2366, 50, 2388]
saar-title: सार-समाचार	[1127, 1136, 1476, 1177]
saar-item2-body: जयपुर। ग्रामीण महिलाओं की तकनीकी क्षमता निर्माण और विकेन्द्रीकृत सौर ऊर्जा के प्रसार के लिए समर्पित संस्था बेयर फुट कॉलेज ने सोमवार को सोलर दीदी प्रशिक्षण कार्यक्रम का आयोजन किया। कार्यक्रम के तहत देश के विभिन्न राज्यों से आईं 30 से अधिक महिलाओं को सौर ऊर्जा उपकरणों के निर्माण एवं रखरखाव का प्रशिक्षण दिया गया। सोलर दीदी प्रशिक्षण कार्यक्रम को 40 दिवसीय सेमेस्टर मॉड्यूल के रूप में डिजाइन किया गया है, जिसमें सौर ऊर्जा के क्षेत्र में आत्मनिर्भरता पर विशेष जोर दिया गया है। इस अवसर पर संस्था के पदाधिकारियों ने महिलाओं को प्रमाण पत्र भी वितरित किए।	[1127, 1654, 1476, 1746]
bullet-square-icon	[221, 1221, 230, 1231]
book-col	[667, 863, 800, 1101]
cmyk-chip-icon	[5, 657, 13, 665]
saar-item1-body: जयपुर। पचास वर्ष पहले महाराजा के स्नातकों के स्वर्ण जयंती समारोह का आयोजन हुआ। जयसिंह हाइवे स्थित बनिधि परिसर में मिले स्नातकों ने पुरानी स्मृतियां ताजा कीं और भविष्य में भी मिलते रहने का संकल्प लिया। समारोह में बड़ी संख्या में पूर्व विद्यार्थी सपरिवार उपस्थित रहे।	[1127, 1349, 1476, 1401]
lead-article	[31, 95, 932, 804]
saar-item2-body-wrap	[1127, 1654, 1476, 1795]
congress-highlight-box	[1059, 713, 1158, 889]
jda-paragraph: सोमवार को जयपुर विकास आयुक्त सिद्धार्थ महाजन की अध्यक्षता में जेडीए के चिंतन सभागार में डिजास्टर मैनेजमेंट को लेकर बैठक हुई।	[31, 1879, 181, 1930]
